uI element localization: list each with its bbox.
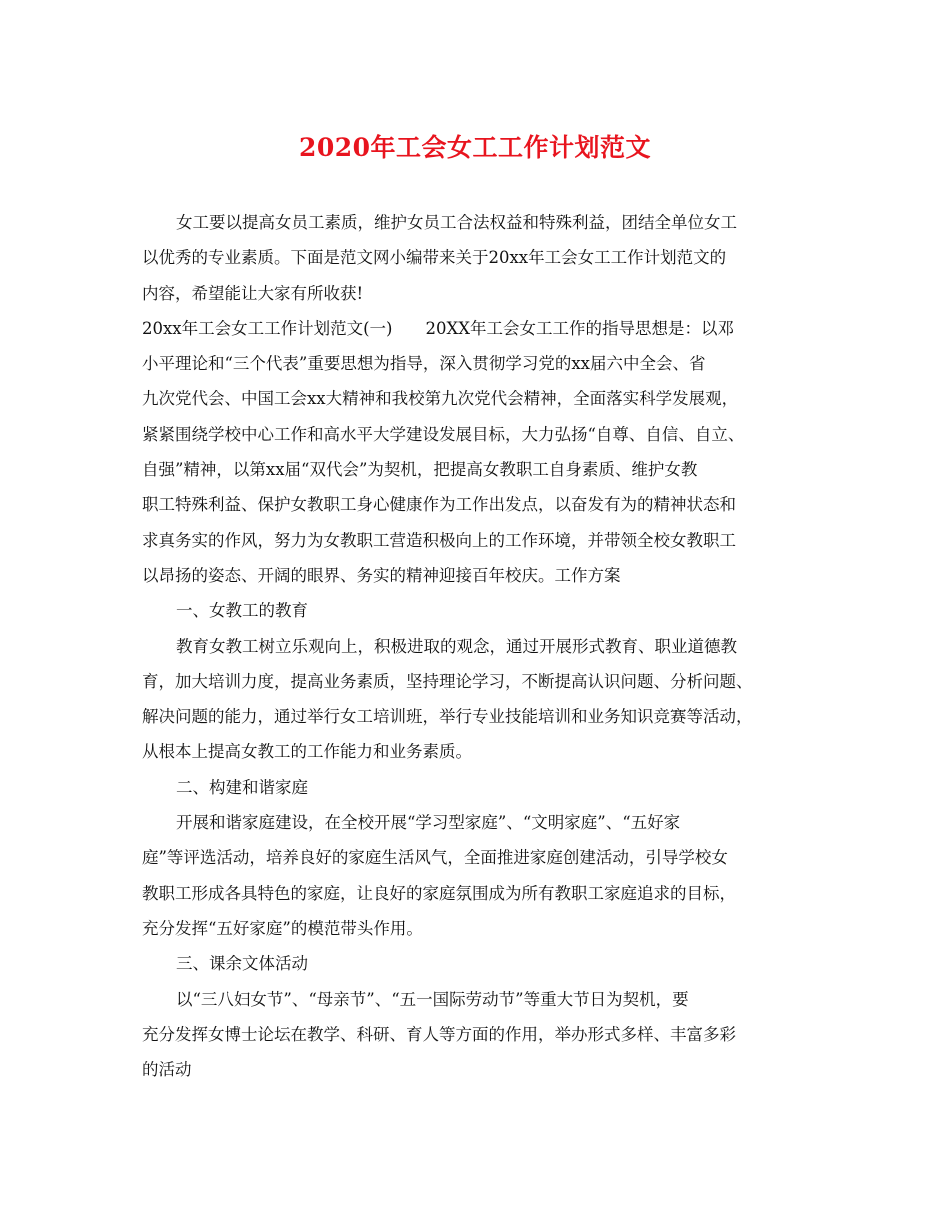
text-line: 20xx年工会女工工作计划范文(一) 20XX年工会女工工作的指导思想是：以邓 (142, 318, 734, 338)
text-line: 以优秀的专业素质。下面是范文网小编带来关于20xx年工会女工工作计划范文的 (142, 248, 727, 268)
text-line: 一、女教工的教育 (176, 601, 308, 621)
text-line: 二、构建和谐家庭 (176, 777, 308, 797)
text-line: 以“三八妇女节”、“母亲节”、“五一国际劳动节”等重大节日为契机，要 (176, 989, 689, 1009)
text-line: 教职工形成各具特色的家庭，让良好的家庭氛围成为所有教职工家庭追求的目标， (142, 883, 736, 903)
text-line: 职工特殊利益、保护女教职工身心健康作为工作出发点，以奋发有为的精神状态和 (142, 495, 736, 515)
text-line: 小平理论和“三个代表”重要思想为指导，深入贯彻学习党的xx届六中全会、省 (142, 354, 706, 374)
document-body (142, 205, 822, 1087)
text-line: 九次党代会、中国工会xx大精神和我校第九次党代会精神，全面落实科学发展观， (142, 389, 739, 409)
text-line: 从根本上提高女教工的工作能力和业务素质。 (142, 742, 472, 762)
text-line: 充分发挥“五好家庭”的模范带头作用。 (142, 918, 423, 938)
text-line: 三、课余文体活动 (176, 954, 308, 974)
text-line: 的活动 (142, 1060, 192, 1080)
text-line: 女工要以提高女员工素质，维护女员工合法权益和特殊利益，团结全单位女工 (176, 213, 737, 232)
text-line: 自强”精神，以第xx届“双代会”为契机，把提高女教职工自身素质、维护女教 (142, 460, 698, 480)
text-line: 求真务实的作风，努力为女教职工营造积极向上的工作环境，并带领全校女教职工 (142, 530, 736, 550)
text-line: 充分发挥女博士论坛在教学、科研、育人等方面的作用，举办形式多样、丰富多彩 (142, 1024, 736, 1044)
text-line: 内容，希望能让大家有所收获! (142, 283, 364, 303)
text-line: 解决问题的能力，通过举行女工培训班，举行专业技能培训和业务知识竞赛等活动， (142, 707, 753, 727)
text-line: 以昂扬的姿态、开阔的眼界、务实的精神迎接百年校庆。工作方案 (142, 565, 621, 585)
text-line: 紧紧围绕学校中心工作和高水平大学建设发展目标，大力弘扬“自尊、自信、自立、 (142, 424, 745, 444)
text-line: 开展和谐家庭建设，在全校开展“学习型家庭”、“文明家庭”、“五好家 (176, 813, 681, 833)
text-line: 育，加大培训力度，提高业务素质，坚持理论学习，不断提高认识问题、分析问题、 (142, 671, 753, 691)
text-line: 庭”等评选活动，培养良好的家庭生活风气，全面推进家庭创建活动，引导学校女 (142, 848, 728, 868)
page-title: 2020年工会女工工作计划范文 (298, 133, 652, 162)
text-line: 教育女教工树立乐观向上，积极进取的观念，通过开展形式教育、职业道德教 (176, 636, 737, 656)
